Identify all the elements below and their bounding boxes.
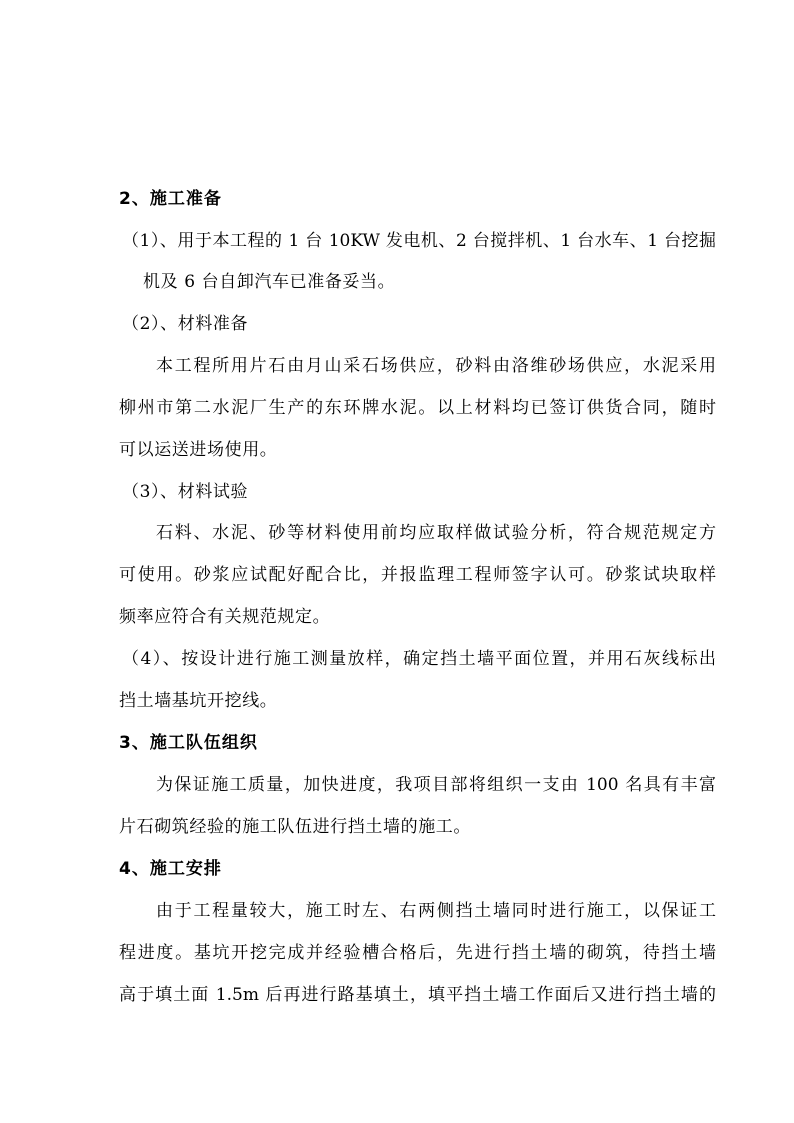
section-heading-team-organization: 3、施工队伍组织 — [119, 733, 258, 753]
item-material-preparation: （2）、材料准备 — [122, 314, 249, 334]
item-material-testing: （3）、材料试验 — [122, 482, 249, 502]
section-heading-construction-arrangement: 4、施工安排 — [119, 859, 222, 879]
paragraph-line: 可使用。砂浆应试配好配合比，并报监理工程师签字认可。砂浆试块取样 — [119, 565, 716, 585]
paragraph-line: 为保证施工质量，加快进度，我项目部将组织一支由 100 名具有丰富 — [156, 775, 716, 795]
paragraph-line: 可以运送进场使用。 — [119, 440, 278, 460]
paragraph-line: 程进度。基坑开挖完成并经验槽合格后，先进行挡土墙的砌筑，待挡土墙 — [119, 943, 716, 963]
paragraph-line: 频率应符合有关规范规定。 — [119, 607, 331, 627]
paragraph-line: 片石砌筑经验的施工队伍进行挡土墙的施工。 — [119, 817, 471, 837]
paragraph-line: 本工程所用片石由月山采石场供应，砂料由洛维砂场供应，水泥采用 — [156, 356, 716, 376]
item-equipment-continuation: 机及 6 台自卸汽车已准备妥当。 — [143, 272, 396, 292]
paragraph-line: 石料、水泥、砂等材料使用前均应取样做试验分析，符合规范规定方 — [156, 523, 716, 543]
paragraph-line: 柳州市第二水泥厂生产的东环牌水泥。以上材料均已签订供货合同，随时 — [119, 398, 716, 418]
paragraph-line: 由于工程量较大，施工时左、右两侧挡土墙同时进行施工，以保证工 — [156, 901, 716, 921]
item-survey-staking: （4）、按设计进行施工测量放样，确定挡土墙平面位置，并用石灰线标出 — [122, 649, 716, 669]
section-heading-construction-preparation: 2、施工准备 — [119, 189, 222, 209]
paragraph-line: 高于填土面 1.5m 后再进行路基填土，填平挡土墙工作面后又进行挡土墙的 — [119, 985, 716, 1005]
item-equipment-preparation: （1）、用于本工程的 1 台 10KW 发电机、2 台搅拌机、1 台水车、1 台挖掘 — [122, 231, 716, 251]
item-survey-continuation: 挡土墙基坑开挖线。 — [119, 691, 278, 711]
